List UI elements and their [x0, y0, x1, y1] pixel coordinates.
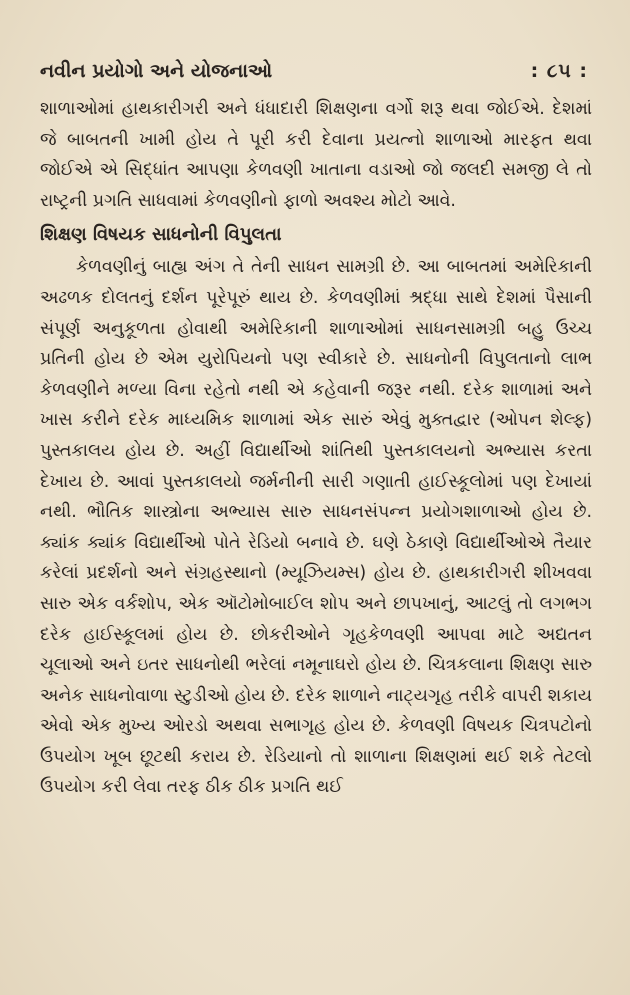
paragraph-1: શાળાઓમાં હાથકારીગરી અને ધંધાદારી શિક્ષણના વર્ગો શરૂ થવા જોઈએ. દેશમાં જે બાબતની ખામી હોય તે પૂરી કરી દેવાના પ્રયત્નો શાળાઓ મારફત થવા જોઈએ એ સિદ્ધાંત આપણા કેળવણી ખાતાના વડાઓ જો જલદી સમજી લે તો રાષ્ટ્રની પ્રગતિ સાધવામાં કેળવણીનો ફાળો અવશ્ય મોટો આવે.	[40, 99, 592, 211]
page-number: : ૮૫ :	[530, 60, 588, 82]
running-title: નવીન પ્રયોગો અને યોજનાઓ	[40, 60, 273, 82]
section-heading: શિક્ષણ વિષયક સાધનોની વિપુલતા	[40, 224, 282, 246]
paragraph-2: કેળવણીનું બાહ્ય અંગ તે તેની સાધન સામગ્રી છે. આ બાબતમાં અમેરિકાની અઢળક દોલતનું દર્શન પૂરેપૂરું થાય છે. કેળવણીમાં શ્રદ્ધા સાથે દેશમાં પૈસાની સંપૂર્ણ અનુકૂળતા હોવાથી અમેરિકાની શાળાઓમાં સાધનસામગ્રી બહુ ઉચ્ચ પ્રતિની હોય છે એમ યુરોપિયનો પણ સ્વીકારે છે. સાધનોની વિપુલતાનો લાભ કેળવણીને મળ્યા વિના રહેતો નથી એ કહેવાની જરૂર નથી. દરેક શાળામાં અને ખાસ કરીને દરેક માધ્યમિક શાળામાં એક સારું એવું મુક્તદ્વાર (ઓપન શેલ્ફ) પુસ્તકાલય હોય છે. અહીં વિદ્યાર્થીઓ શાંતિથી પુસ્તકાલયનો અભ્યાસ કરતા દેખાય છે. આવાં પુસ્તકાલયો જર્મનીની સારી ગણાતી હાઈસ્કૂલોમાં પણ દેખાયાં નથી. ભૌતિક શાસ્ત્રોના અભ્યાસ સારુ સાધનસંપન્ન પ્રયોગશાળાઓ હોય છે. ક્યાંક ક્યાંક વિદ્યાર્થીઓ પોતે રેડિયો બનાવે છે. ઘણે ઠેકાણે વિદ્યાર્થીઓએ તૈયાર કરેલાં પ્રદર્શનો અને સંગ્રહસ્થાનો (મ્યૂઝિયમ્સ) હોય છે. હાથકારીગરી શીખવવા સારુ એક વર્કશોપ, એક ઑટોમોબાઈલ શોપ અને છાપખાનું, આટલું તો લગભગ દરેક હાઈસ્કૂલમાં હોય છે. છોકરીઓને ગૃહકેળવણી આપવા માટે અદ્યતન ચૂલાઓ અને ઇતર સાધનોથી ભરેલાં નમૂનાઘરો હોય છે. ચિત્રકલાના શિક્ષણ સારુ અનેક સાધનોવાળા સ્ટુડીઓ હોય છે. દરેક શાળાને નાટ્યગૃહ તરીકે વાપરી શકાય એવો એક મુખ્ય ઓરડો અથવા સભાગૃહ હોય છે. કેળવણી વિષયક ચિત્રપટોનો ઉપયોગ ખૂબ છૂટથી કરાય છે. રેડિયાનો તો શાળાના શિક્ષણમાં થઈ શકે તેટલો ઉપયોગ કરી લેવા તરફ ઠીક ઠીક પ્રગતિ થઈ	[40, 257, 592, 798]
running-header	[40, 58, 592, 84]
